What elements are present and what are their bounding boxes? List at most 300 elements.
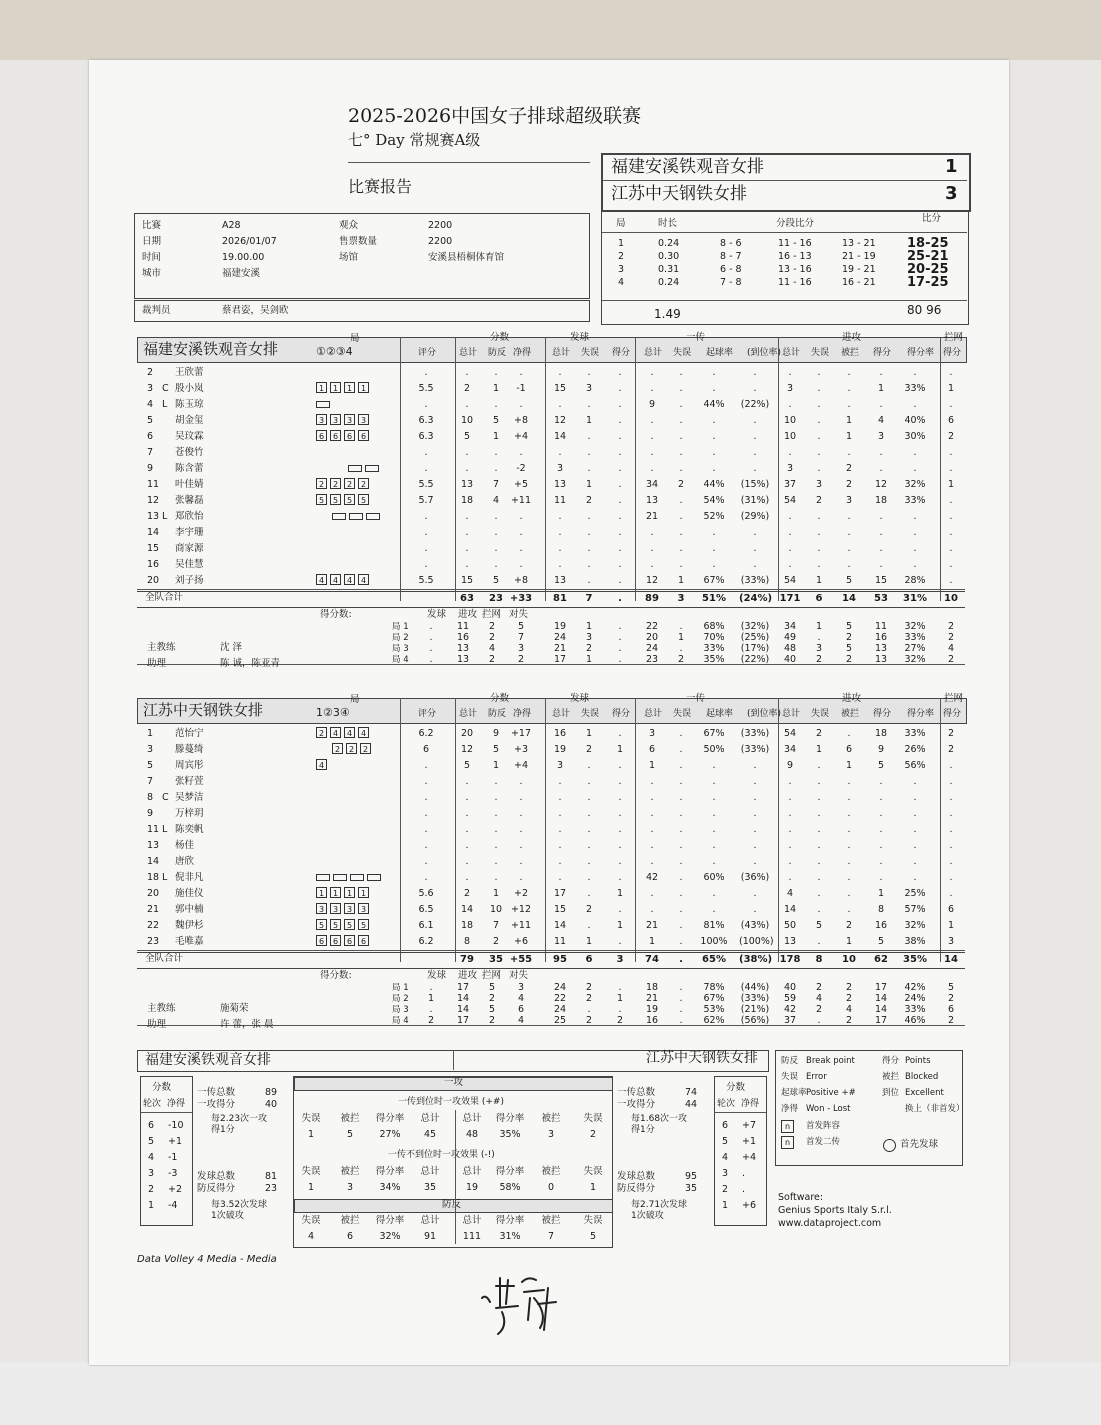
stat-cell: 6 <box>422 744 430 755</box>
stat-cell: 1 <box>648 936 656 947</box>
by-set-cell: 40 <box>783 654 797 665</box>
set-partial-16: 13 - 16 <box>778 264 812 275</box>
total-cell: 171 <box>779 593 801 604</box>
stat-cell: . <box>712 792 716 803</box>
stat-cell: . <box>753 760 757 771</box>
stat-cell: . <box>618 431 622 442</box>
player-rotation-boxes <box>316 934 372 950</box>
stat-cell: . <box>949 872 953 883</box>
summary-stat-label: 一传总数 <box>617 1087 656 1098</box>
by-set-cell: (25%) <box>740 632 770 643</box>
score-by-set-head: 拦网 <box>482 970 502 981</box>
stat-cell: . <box>465 447 469 458</box>
stat-cell: . <box>650 447 654 458</box>
first-attack-cell: 7 <box>547 1231 555 1242</box>
page-title: 2025-2026中国女子排球超级联赛 <box>348 105 642 127</box>
stat-cell: . <box>494 856 498 867</box>
by-set-cell: 2 <box>585 982 593 993</box>
stat-cell: . <box>494 808 498 819</box>
player-name: 郭中楠 <box>175 904 204 915</box>
stat-cell: . <box>913 447 917 458</box>
player-name: 李宇珊 <box>175 527 204 538</box>
stat-cell: . <box>879 367 883 378</box>
stat-cell: . <box>618 367 622 378</box>
stat-cell: . <box>817 936 821 947</box>
player-rotation-boxes <box>316 918 372 934</box>
stat-cell: . <box>587 447 591 458</box>
by-set-cell: 1 <box>677 632 685 643</box>
by-set-cell: 2 <box>488 654 496 665</box>
total-cell: 53 <box>874 593 888 604</box>
stat-cell: . <box>650 792 654 803</box>
total-cell: +55 <box>509 954 533 965</box>
stat-cell: . <box>753 776 757 787</box>
by-set-cell: 3 <box>517 643 525 654</box>
by-set-cell: 25 <box>553 1015 567 1026</box>
rotation-sub: 轮次 <box>717 1099 736 1109</box>
first-attack-cell: 35 <box>423 1182 437 1193</box>
player-name: 苍俊竹 <box>175 447 204 458</box>
by-set-cell: (44%) <box>740 982 770 993</box>
background-bottom <box>0 1362 1101 1425</box>
stat-cell: 33% <box>904 383 926 394</box>
stat-cell: . <box>587 920 591 931</box>
stat-cell: 60% <box>703 872 725 883</box>
player-number: 1 <box>147 728 154 739</box>
stat-cell: . <box>712 904 716 915</box>
by-set-cell: 3 <box>517 982 525 993</box>
total-cell: (24%) <box>739 593 773 604</box>
by-set-cell: 13 <box>456 643 470 654</box>
stat-cell: 1 <box>616 744 624 755</box>
substitution-mark <box>332 513 346 520</box>
stat-cell: 9 <box>877 744 885 755</box>
stat-cell: . <box>679 399 683 410</box>
stat-cell: . <box>847 543 851 554</box>
stat-cell: . <box>558 527 562 538</box>
first-attack-cell: 27% <box>379 1129 401 1140</box>
by-set-cell: 33% <box>703 643 725 654</box>
stat-cell: . <box>587 888 591 899</box>
col-group-blk: 拦网 <box>944 693 964 704</box>
by-set-cell: 1 <box>585 621 593 632</box>
stat-cell: 16 <box>874 920 888 931</box>
summary-header-divider <box>453 1050 454 1070</box>
first-attack-col-head: 失误 <box>301 1113 321 1124</box>
stat-cell: +17 <box>510 728 532 739</box>
player-name: 范怡宁 <box>175 728 204 739</box>
player-name: 陈玉琼 <box>175 399 204 410</box>
stat-cell: . <box>424 856 428 867</box>
stat-cell: . <box>618 936 622 947</box>
total-rule <box>137 950 965 951</box>
stat-cell: (31%) <box>740 495 770 506</box>
starting-position-box: 3 <box>316 414 327 425</box>
by-set-cell: 1 <box>585 654 593 665</box>
stat-cell: . <box>650 415 654 426</box>
by-set-cell: 19 <box>645 1004 659 1015</box>
sets-head-duration: 时长 <box>658 218 678 229</box>
starting-position-box: 3 <box>358 903 369 914</box>
stat-cell: . <box>949 776 953 787</box>
stat-cell: . <box>712 415 716 426</box>
by-set-cell: 24 <box>553 1004 567 1015</box>
stat-cell: . <box>879 543 883 554</box>
stat-cell: . <box>712 463 716 474</box>
stat-cell: . <box>847 888 851 899</box>
stat-cell: 5 <box>845 575 853 586</box>
stat-cell: . <box>650 904 654 915</box>
stat-cell: 1 <box>492 383 500 394</box>
stat-cell: 15 <box>553 904 567 915</box>
player-role: C <box>162 792 169 803</box>
by-set-cell: 13 <box>874 654 888 665</box>
stat-cell: . <box>913 527 917 538</box>
set-partial-21: 13 - 21 <box>842 238 876 249</box>
col-head-a_pts: 得分 <box>873 348 892 358</box>
stat-cell: . <box>949 840 953 851</box>
column-rule <box>400 337 401 601</box>
stat-cell: . <box>949 824 953 835</box>
by-set-cell: . <box>618 1004 622 1015</box>
player-name: 郑欣怡 <box>175 511 204 522</box>
stat-cell: . <box>712 776 716 787</box>
starting-position-box: 6 <box>344 935 355 946</box>
stat-cell: . <box>847 728 851 739</box>
set-score: 17-25 <box>907 275 949 290</box>
first-attack-col-head: 总计 <box>462 1113 482 1124</box>
by-set-cell: (21%) <box>740 1004 770 1015</box>
stat-cell: . <box>817 760 821 771</box>
stat-cell: . <box>519 872 523 883</box>
player-number: 9 <box>147 463 154 474</box>
by-set-cell: 14 <box>456 993 470 1004</box>
starting-position-box: 1 <box>316 382 327 393</box>
stat-cell: . <box>494 559 498 570</box>
stat-cell: . <box>494 399 498 410</box>
by-set-cell: 5 <box>845 643 853 654</box>
summary-note: 得1分 <box>211 1125 235 1135</box>
stat-cell: . <box>712 824 716 835</box>
stat-cell: 5 <box>492 744 500 755</box>
first-attack-cell: 19 <box>465 1182 479 1193</box>
stat-cell: . <box>949 888 953 899</box>
stat-cell: . <box>650 543 654 554</box>
stat-cell: 11 <box>553 495 567 506</box>
set-partial-8: 8 - 6 <box>720 238 742 249</box>
total-cell: 31% <box>903 593 927 604</box>
stat-cell: 3 <box>585 383 593 394</box>
total-cell: 6 <box>585 954 593 965</box>
total-cell: 81 <box>553 593 567 604</box>
starting-position-box: 6 <box>330 935 341 946</box>
stat-cell: 10 <box>783 431 797 442</box>
stat-cell: . <box>679 527 683 538</box>
by-set-cell: 70% <box>703 632 725 643</box>
assistant-label: 助理 <box>147 1019 167 1030</box>
player-number: 11 <box>147 824 160 835</box>
set-duration: 0.30 <box>658 251 680 262</box>
substitution-mark <box>350 874 364 881</box>
stat-cell: 4 <box>492 495 500 506</box>
summary-stat-label: 发球总数 <box>617 1171 656 1182</box>
starting-position-box: 1 <box>358 382 369 393</box>
col-head-s_err: 失误 <box>581 348 600 358</box>
stat-cell: (33%) <box>740 728 770 739</box>
by-set-cell: 2 <box>845 982 853 993</box>
col-group-att: 进攻 <box>842 332 862 343</box>
by-set-cell: 13 <box>874 643 888 654</box>
by-set-cell: 23 <box>645 654 659 665</box>
stat-cell: 14 <box>783 904 797 915</box>
col-head-p_net: 净得 <box>513 709 532 719</box>
stat-cell: . <box>519 367 523 378</box>
player-number: 7 <box>147 776 154 787</box>
coach-label: 主教练 <box>147 642 176 653</box>
team1-sets-won: 1 <box>945 156 958 177</box>
player-number: 11 <box>147 479 160 490</box>
stat-cell: . <box>587 431 591 442</box>
stat-cell: 20 <box>460 728 474 739</box>
first-attack-col-head: 总计 <box>462 1166 482 1177</box>
stat-cell: . <box>788 872 792 883</box>
set-partial-21: 21 - 19 <box>842 251 876 262</box>
assistant-names: 陈 诚，陈亚青 <box>220 658 281 669</box>
stat-cell: . <box>949 559 953 570</box>
player-name: 叶佳婧 <box>175 479 204 490</box>
stat-cell: . <box>494 776 498 787</box>
stat-cell: . <box>618 399 622 410</box>
stat-cell: 1 <box>877 888 885 899</box>
first-attack-col-head: 得分率 <box>495 1215 525 1226</box>
starting-position-box: 5 <box>330 919 341 930</box>
stat-cell: 3 <box>556 463 564 474</box>
stat-cell: 9 <box>648 399 656 410</box>
stat-cell: (33%) <box>740 575 770 586</box>
rotation-net: . <box>742 1184 746 1195</box>
player-rotation-boxes <box>316 429 372 445</box>
starting-position-box: 6 <box>316 935 327 946</box>
rotation-net: +6 <box>742 1200 757 1211</box>
stat-cell: . <box>879 792 883 803</box>
score-by-set-label: 得分数: <box>320 609 352 620</box>
stat-cell: . <box>519 447 523 458</box>
stat-cell: . <box>465 367 469 378</box>
by-set-cell: 46% <box>904 1015 926 1026</box>
stat-cell: . <box>788 808 792 819</box>
by-set-cell: 17 <box>456 982 470 993</box>
stat-cell: . <box>788 776 792 787</box>
starting-position-box: 4 <box>344 574 355 585</box>
first-attack-col-head: 被拦 <box>340 1166 360 1177</box>
stat-cell: . <box>817 463 821 474</box>
col-head-a_err: 失误 <box>811 348 830 358</box>
stat-cell: . <box>879 527 883 538</box>
by-set-cell: 2 <box>616 1015 624 1026</box>
stat-cell: . <box>618 840 622 851</box>
stat-cell: . <box>650 824 654 835</box>
by-set-label: 局 1 <box>392 622 409 632</box>
stat-cell: . <box>679 824 683 835</box>
stat-cell: 50 <box>783 920 797 931</box>
set-partial-8: 8 - 7 <box>720 251 742 262</box>
summary-stat-value: 74 <box>685 1087 698 1098</box>
set-markers: ①②③4 <box>316 345 353 358</box>
stat-cell: 33% <box>904 728 926 739</box>
by-set-cell: (33%) <box>740 993 770 1004</box>
by-set-cell: 2 <box>585 993 593 1004</box>
stat-cell: . <box>558 792 562 803</box>
stat-cell: 12 <box>553 415 567 426</box>
by-set-cell: 17 <box>553 654 567 665</box>
summary-stat-label: 一传总数 <box>197 1087 236 1098</box>
starting-position-box: 6 <box>330 430 341 441</box>
first-attack-col-head: 总计 <box>462 1215 482 1226</box>
rotation-number: 1 <box>722 1200 729 1211</box>
stat-cell: . <box>817 431 821 442</box>
by-set-cell: 1 <box>616 993 624 1004</box>
stat-cell: 11 <box>553 936 567 947</box>
stat-cell: . <box>913 824 917 835</box>
rotation-net: -1 <box>168 1152 178 1163</box>
stat-cell: . <box>587 463 591 474</box>
stat-cell: . <box>949 511 953 522</box>
stat-cell: . <box>494 792 498 803</box>
col-group-att: 进攻 <box>842 693 862 704</box>
by-set-cell: . <box>679 621 683 632</box>
stat-cell: . <box>587 543 591 554</box>
by-set-cell: 22 <box>553 993 567 1004</box>
by-set-cell: 7 <box>517 632 525 643</box>
defense-title: 防反 <box>442 1199 462 1210</box>
first-serve-icon <box>883 1139 896 1152</box>
stat-cell: 5 <box>463 760 471 771</box>
stat-cell: . <box>424 463 428 474</box>
stat-cell: . <box>879 776 883 787</box>
stat-cell: 18 <box>460 495 474 506</box>
stat-cell: . <box>817 559 821 570</box>
rotation-title: 分数 <box>152 1082 172 1093</box>
stat-cell: 56% <box>904 760 926 771</box>
rotation-sub: 净得 <box>167 1099 186 1109</box>
stat-cell: . <box>817 367 821 378</box>
summary-note: 每1.68次一攻 <box>631 1114 688 1124</box>
total-score: 80 96 <box>907 303 942 317</box>
stat-cell: 52% <box>703 511 725 522</box>
col-head-a_pct: 得分率 <box>907 348 935 358</box>
stat-cell: 1 <box>845 760 853 771</box>
stat-cell: . <box>650 463 654 474</box>
stat-cell: 67% <box>703 575 725 586</box>
rotation-number: 6 <box>148 1120 155 1131</box>
col-head-r_err: 失误 <box>673 348 692 358</box>
stat-cell: . <box>788 840 792 851</box>
stat-cell: . <box>949 808 953 819</box>
col-head-r_pos: 起球率 <box>706 709 734 719</box>
stat-cell: 3 <box>947 936 955 947</box>
stat-cell: . <box>558 447 562 458</box>
legend-key: 失误 <box>781 1072 799 1082</box>
coach-name: 施菊荣 <box>220 1003 249 1014</box>
legend-desc: Points <box>905 1056 931 1066</box>
stat-cell: 6.2 <box>418 728 434 739</box>
software-vendor: Genius Sports Italy S.r.l. <box>778 1205 892 1216</box>
total-cell: . <box>679 954 683 965</box>
stat-cell: . <box>712 527 716 538</box>
col-head-s_total: 总计 <box>552 348 571 358</box>
first-attack-col-head: 总计 <box>420 1113 440 1124</box>
day-line: 七° Day 常规赛A级 <box>348 131 481 149</box>
stat-cell: . <box>788 399 792 410</box>
set-score: 18-25 <box>907 236 949 251</box>
first-attack-cell: 2 <box>589 1129 597 1140</box>
referee-box <box>134 300 590 322</box>
starting-position-box: 3 <box>344 414 355 425</box>
stat-cell: . <box>712 543 716 554</box>
stat-cell: . <box>913 856 917 867</box>
player-rotation-boxes <box>316 413 372 429</box>
stat-cell: (33%) <box>740 744 770 755</box>
stat-cell: 67% <box>703 728 725 739</box>
stat-cell: . <box>618 559 622 570</box>
player-name: 唐欣 <box>175 856 195 867</box>
substitution-mark <box>367 874 381 881</box>
stat-cell: . <box>847 904 851 915</box>
player-number: 14 <box>147 856 160 867</box>
first-attack-col-head: 被拦 <box>340 1215 360 1226</box>
stat-cell: . <box>519 559 523 570</box>
stat-cell: . <box>753 559 757 570</box>
legend-key: 净得 <box>781 1104 799 1114</box>
stat-cell: . <box>788 824 792 835</box>
by-set-cell: . <box>618 632 622 643</box>
stat-cell: . <box>913 463 917 474</box>
stat-cell: . <box>879 399 883 410</box>
by-set-cell: . <box>817 1015 821 1026</box>
set-partial-16: 16 - 13 <box>778 251 812 262</box>
by-set-cell: 27% <box>904 643 926 654</box>
stat-cell: . <box>618 527 622 538</box>
player-number: 20 <box>147 575 160 586</box>
rotation-number: 5 <box>148 1136 155 1147</box>
col-head-p_net: 净得 <box>513 348 532 358</box>
stat-cell: +4 <box>513 760 528 771</box>
summary-note: 得1分 <box>631 1125 655 1135</box>
player-rotation-boxes <box>316 886 372 902</box>
team-name: 江苏中天钢铁女排 <box>143 701 264 719</box>
summary-stat-label: 发球总数 <box>197 1171 236 1182</box>
info-label: 日期 <box>142 236 162 247</box>
stat-cell: . <box>650 383 654 394</box>
stat-cell: . <box>465 856 469 867</box>
player-rotation-boxes <box>316 573 372 589</box>
stat-cell: . <box>879 840 883 851</box>
player-name: 毛唯嘉 <box>175 936 204 947</box>
stat-cell: 42 <box>645 872 659 883</box>
stat-cell: 18 <box>460 920 474 931</box>
player-number: 8 <box>147 792 154 803</box>
stat-cell: 1 <box>616 920 624 931</box>
summary-stat-label: 一攻得分 <box>617 1099 656 1110</box>
stat-cell: . <box>679 792 683 803</box>
starting-position-box: 2 <box>360 743 371 754</box>
substitution-mark <box>366 513 380 520</box>
first-attack-col-head: 被拦 <box>541 1166 561 1177</box>
col-head-a_total: 总计 <box>782 709 801 719</box>
stat-cell: . <box>587 776 591 787</box>
by-set-cell: 35% <box>703 654 725 665</box>
by-set-cell: 14 <box>874 993 888 1004</box>
